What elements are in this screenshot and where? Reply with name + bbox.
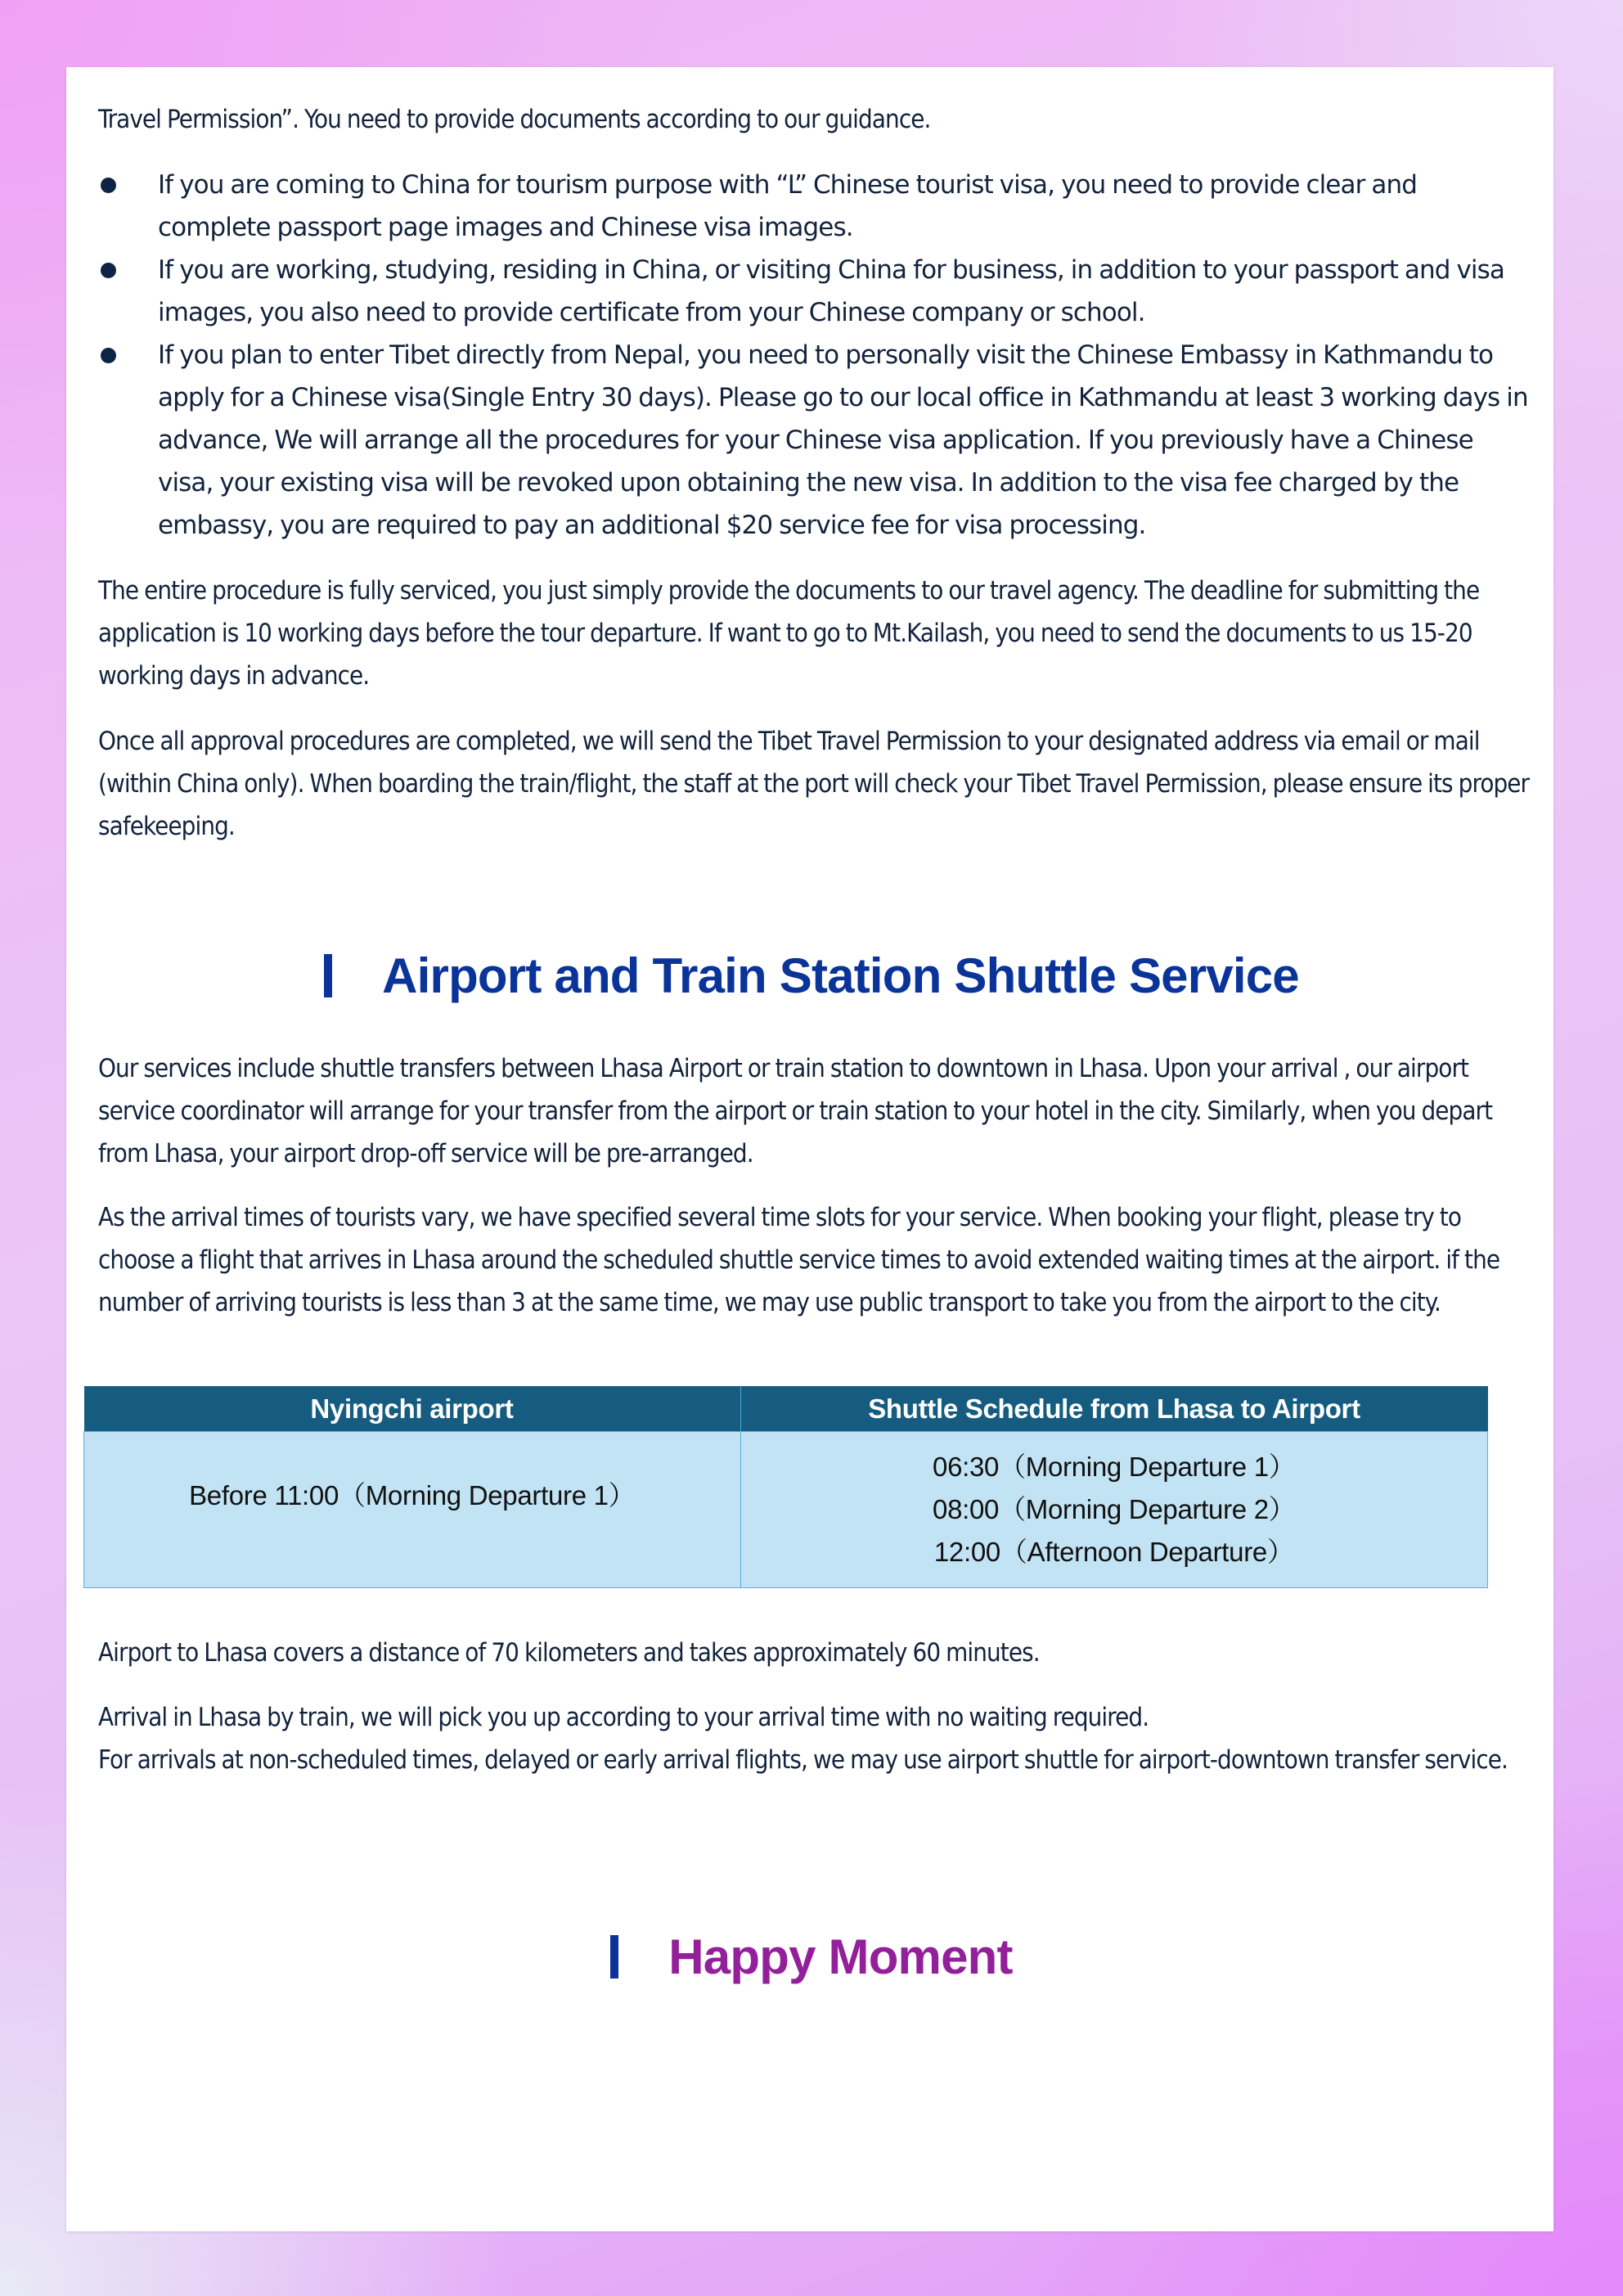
heading-accent-bar [324,954,332,997]
intro-continuation: Travel Permission”. You need to provide documents according to our guidance. [98,105,931,134]
lhasa-schedule-cell [740,1432,1488,1588]
requirements-list [98,164,1530,547]
bullet-icon [101,348,116,363]
happy-section-heading [0,1929,1623,1990]
requirement-item-tourist: If you are coming to China for tourism purpose with “L” Chinese tourist visa, you need to provide clear and complete passport page images and Chinese visa images. [98,164,1530,249]
table-row [84,1432,1488,1588]
heading-accent-bar [610,1935,618,1979]
happy-section-title: Happy Moment [668,1929,1013,1984]
bullet-icon [101,178,116,193]
train-note: Arrival in Lhasa by train, we will pick you up according to your arrival time with no waiting required. [98,1703,1149,1732]
header-nyingchi-airport: Nyingchi airport [84,1386,741,1432]
shuttle-timing-paragraph: As the arrival times of tourists vary, we have specified several time slots for your service. When booking your flight, please try to choose a flight that arrives in Lhasa around the scheduled shuttle service times to avoid extended waiting times at the airport. if the number of arriving tourists is less than 3 at the same time, we may use public transport to take you from the airport to the city. [98,1203,1500,1317]
header-shuttle-schedule: Shuttle Schedule from Lhasa to Airport [740,1386,1488,1432]
requirement-item-work-study: If you are working, studying, residing in China, or visiting China for business, in addition to your passport and visa images, you also need to provide certificate from your Chinese company or school. [98,249,1530,334]
table-header-row [84,1386,1488,1432]
schedule-time-3: 12:00（Afternoon Departure） [933,1537,1294,1567]
schedule-time-1: 06:30（Morning Departure 1） [933,1452,1296,1482]
nyingchi-departure-cell: Before 11:00（Morning Departure 1） [84,1432,741,1588]
shuttle-section-title: Airport and Train Station Shuttle Service [382,948,1299,1003]
approval-paragraph: Once all approval procedures are completed, we will send the Tibet Travel Permission to your designated address via email or mail (within China only). When boarding the train/flight, the staff at the port will check your Tibet Travel Permission, please ensure its proper safekeeping. [98,727,1530,841]
shuttle-section-heading [0,948,1623,1009]
nonscheduled-note: For arrivals at non-scheduled times, delayed or early arrival flights, we may use airport shuttle for airport-downtown transfer service. [98,1745,1508,1775]
schedule-time-2: 08:00（Morning Departure 2） [933,1494,1296,1524]
distance-note: Airport to Lhasa covers a distance of 70 kilometers and takes approximately 60 minutes. [98,1638,1040,1668]
bullet-icon [101,263,116,278]
requirement-item-nepal: If you plan to enter Tibet directly from Nepal, you need to personally visit the Chinese Embassy in Kathmandu to apply for a Chinese visa(Single Entry 30 days). Please go to our local office in Kathmandu at least 3 working days in advance, We will arrange all the procedures for your Chinese visa application. If you previously have a Chinese visa, your existing visa will be revoked upon obtaining the new visa. In addition to the visa fee charged by the embassy, you are required to pay an additional $20 service fee for visa processing. [98,334,1530,547]
shuttle-schedule-table [83,1386,1488,1588]
shuttle-intro-paragraph: Our services include shuttle transfers between Lhasa Airport or train station to downtown in Lhasa. Upon your arrival , our airport service coordinator will arrange for your transfer from the airport or train station to your hotel in the city. Similarly, when you depart from Lhasa, your airport drop-off service will be pre-arranged. [98,1054,1493,1168]
procedure-paragraph: The entire procedure is fully serviced, you just simply provide the documents to our travel agency. The deadline for submitting the application is 10 working days before the tour departure. If want to go to Mt.Kailash, you need to send the documents to us 15-20 working days in advance. [98,576,1480,691]
